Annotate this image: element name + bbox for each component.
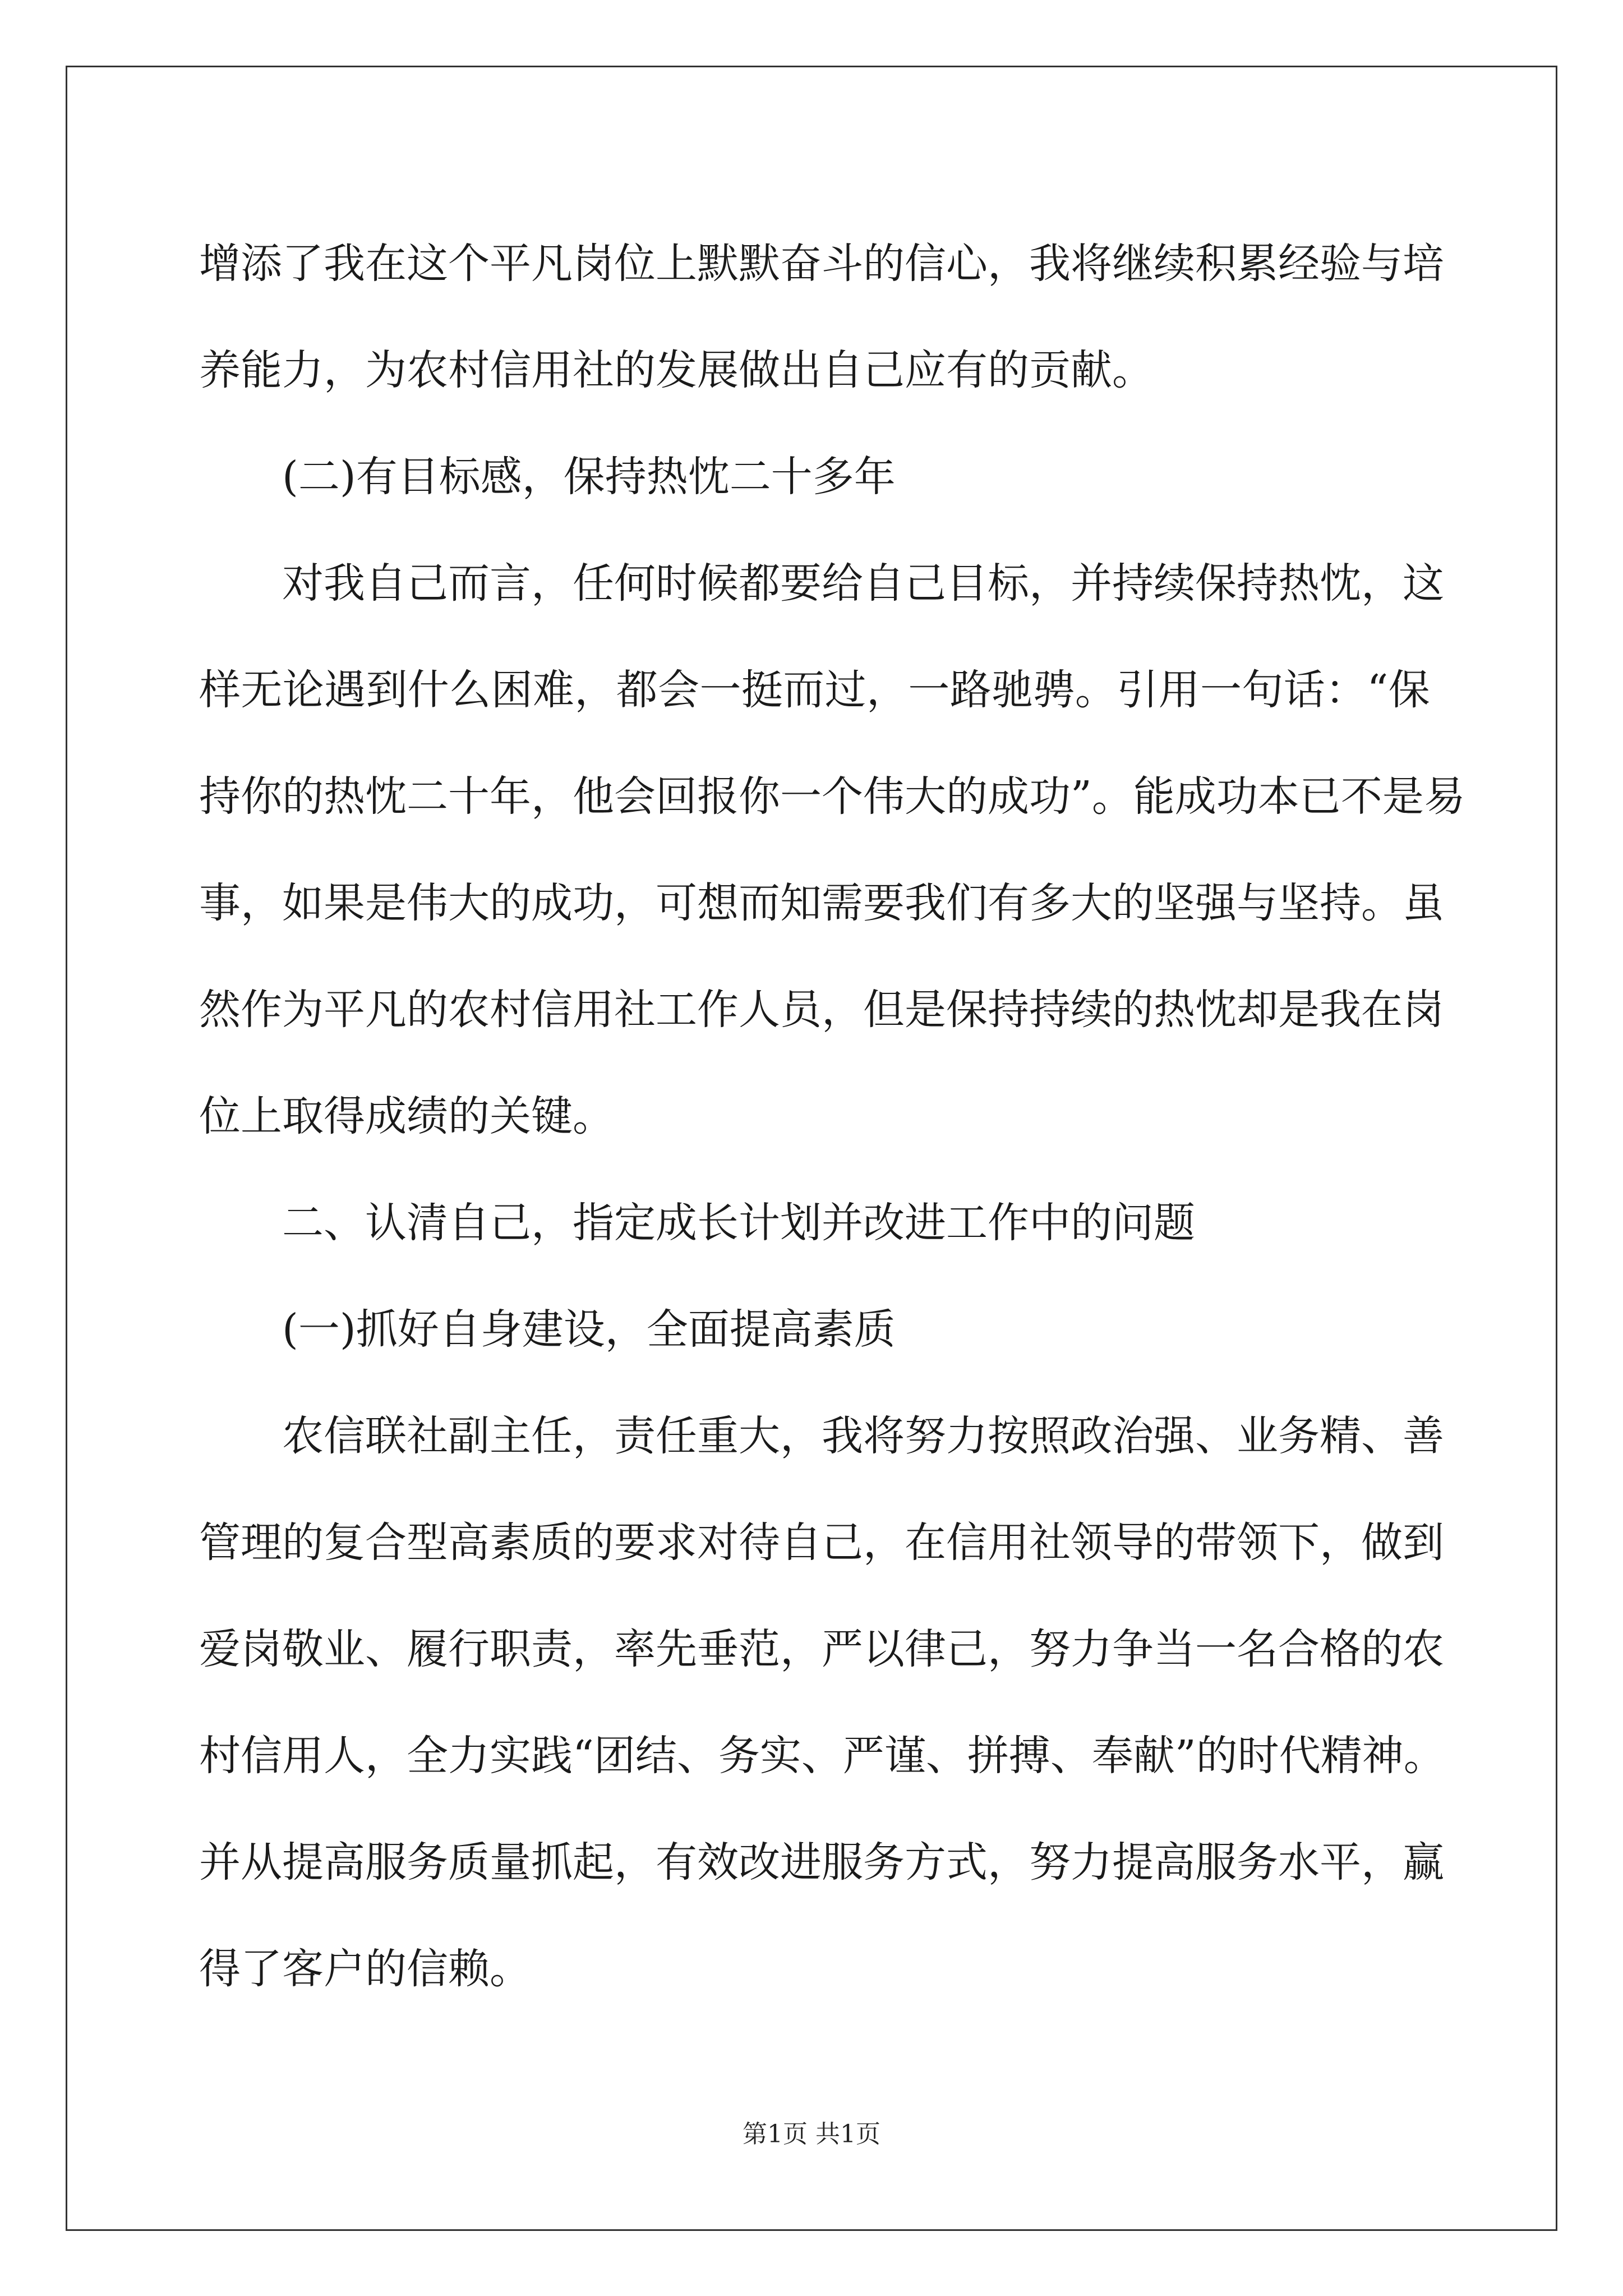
text-line: 对 我 自 己 而 言 ， 任 何 时 候 都 要 给 自 己 目 标 ， 并 持 续 保 持 热 忱 ， 这 [282,559,1444,608]
text-line: 位上取得成绩的关键。 [199,1092,614,1140]
text-line: 然 作 为 平 凡 的 农 村 信 用 社 工 作 人 员 ， 但 是 保 持 持 续 的 热 忱 却 是 我 在 岗 [199,986,1444,1034]
text-line: 并 从 提 高 服 务 质 量 抓 起 ， 有 效 改 进 服 务 方 式 ， 努 力 提 高 服 务 水 平 ， 赢 [199,1838,1444,1887]
text-line: 爱 岗 敬 业 、 履 行 职 责 ， 率 先 垂 范 ， 严 以 律 己 ， 努 力 争 当 一 名 合 格 的 农 [199,1625,1444,1673]
text-line: 农 信 联 社 副 主 任 ， 责 任 重 大 ， 我 将 努 力 按 照 政 治 强 、 业 务 精 、 善 [282,1412,1444,1460]
text-line: 村 信 用 人 ， 全 力 实 践 “ 团 结 、 务 实 、 严 谨 、 拼 搏 、 奉 献 ” 的 时 代 精 神 。 [199,1732,1445,1780]
text-line: 事 ， 如 果 是 伟 大 的 成 功 ， 可 想 而 知 需 要 我 们 有 多 大 的 坚 强 与 坚 持 。 虽 [199,879,1444,927]
text-line: 持 你 的 热 忱 二 十 年 ， 他 会 回 报 你 一 个 伟 大 的 成 功 ” 。 能 成 功 本 已 不 是 易 [199,772,1465,821]
text-line: 得了客户的信赖。 [199,1945,531,1993]
text-line: (二)有目标感，保持热忱二十多年 [282,453,896,501]
text-line: 样 无 论 遇 到 什 么 困 难 ， 都 会 一 挺 而 过 ， 一 路 驰 骋 。 引 用 一 句 话 ： “ 保 [199,666,1430,714]
document-body [199,210,1465,2022]
text-line: 管 理 的 复 合 型 高 素 质 的 要 求 对 待 自 己 ， 在 信 用 社 领 导 的 带 领 下 ， 做 到 [199,1519,1444,1567]
text-line: 增 添 了 我 在 这 个 平 凡 岗 位 上 默 默 奋 斗 的 信 心 ， 我 将 继 续 积 累 经 验 与 培 [199,240,1444,288]
text-line: 二、认清自己，指定成长计划并改进工作中的问题 [282,1199,1195,1247]
text-line: 养能力，为农村信用社的发展做出自己应有的贡献。 [199,346,1154,394]
page-footer: 第1页 共1页 [743,2120,880,2148]
text-line: (一)抓好自身建设，全面提高素质 [282,1305,896,1354]
